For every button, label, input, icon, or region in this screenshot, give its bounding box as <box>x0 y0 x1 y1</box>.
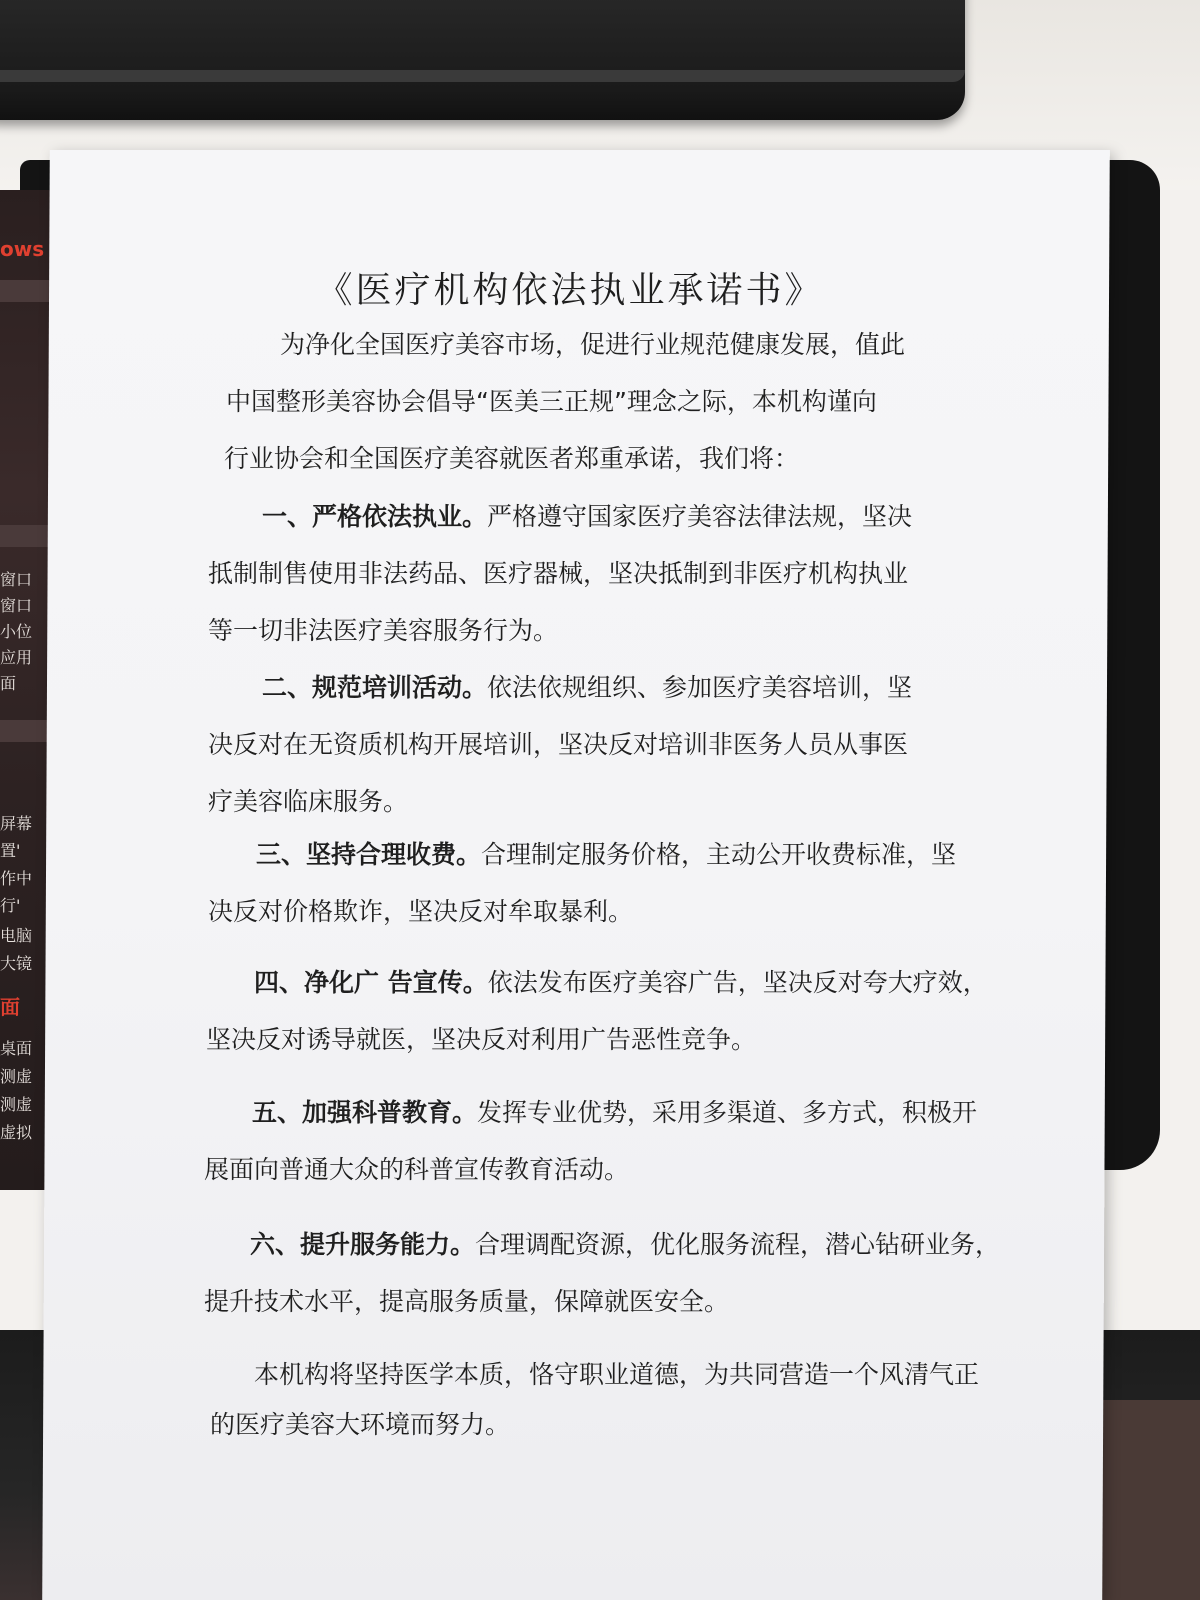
commitment-line: 抵制制售使用非法药品、医疗器械，坚决抵制到非医疗机构执业 <box>208 559 909 588</box>
poster-word: 屏幕 <box>0 814 33 833</box>
commitment-line: 提升技术水平，提高服务质量，保障就医安全。 <box>204 1287 730 1316</box>
commitment-heading: 五、加强科普教育。 <box>252 1098 478 1127</box>
poster-word: 行' <box>0 896 21 915</box>
poster-word: 测虚 <box>0 1067 33 1086</box>
poster-word: ows <box>0 237 45 261</box>
commitment-heading: 一、严格依法执业。 <box>262 502 488 531</box>
poster-word: 作中 <box>0 869 33 888</box>
closing-line: 的医疗美容大环境而努力。 <box>210 1410 511 1439</box>
commitment-text: 合理调配资源，优化服务流程，潜心钻研业务， <box>475 1230 1001 1259</box>
commitment-line: 等一切非法医疗美容服务行为。 <box>208 616 559 645</box>
commitment-line: 决反对在无资质机构开展培训，坚决反对培训非医务人员从事医 <box>208 730 909 759</box>
commitment-heading: 三、坚持合理收费。 <box>256 840 482 869</box>
keyboard-edge <box>0 70 965 82</box>
intro-line: 行业协会和全国医疗美容就医者郑重承诺，我们将： <box>224 444 800 473</box>
commitment-5 <box>252 1093 977 1129</box>
closing-line: 本机构将坚持医学本质，恪守职业道德，为共同营造一个风清气正 <box>254 1360 980 1389</box>
poster-word: 窗口 <box>0 596 33 615</box>
commitment-2 <box>262 668 912 704</box>
poster-word: 虚拟 <box>0 1123 33 1142</box>
commitment-line: 疗美容临床服务。 <box>208 787 409 816</box>
poster-word: 测虚 <box>0 1095 33 1114</box>
keyboard <box>0 0 965 120</box>
poster-word: 大镜 <box>0 954 33 973</box>
commitment-text: 依法发布医疗美容广告，坚决反对夸大疗效， <box>487 968 988 997</box>
poster-word: 应用 <box>0 648 33 667</box>
document-title: 《医疗机构依法执业承诺书》 <box>316 270 824 311</box>
intro-line: 为净化全国医疗美容市场，促进行业规范健康发展，值此 <box>280 330 906 359</box>
poster-word: 窗口 <box>0 570 33 589</box>
commitment-text: 合理制定服务价格，主动公开收费标准，坚 <box>481 840 957 869</box>
commitment-6 <box>250 1225 1000 1261</box>
commitment-text: 发挥专业优势，采用多渠道、多方式，积极开 <box>477 1098 978 1127</box>
poster-word: 面 <box>0 674 17 693</box>
poster-word: 桌面 <box>0 1039 33 1058</box>
commitment-4 <box>254 963 988 999</box>
commitment-heading: 四、净化广 告宣传。 <box>254 968 488 997</box>
poster-word: 面 <box>0 995 20 1019</box>
commitment-text: 依法依规组织、参加医疗美容培训，坚 <box>487 673 913 702</box>
commitment-line: 坚决反对诱导就医，坚决反对利用广告恶性竞争。 <box>206 1025 757 1054</box>
commitment-line: 展面向普通大众的科普宣传教育活动。 <box>204 1155 630 1184</box>
commitment-line: 决反对价格欺诈，坚决反对牟取暴利。 <box>208 897 634 926</box>
commitment-1 <box>262 497 912 533</box>
commitment-3 <box>256 835 956 871</box>
poster-word: 电脑 <box>0 926 33 945</box>
commitment-heading: 六、提升服务能力。 <box>250 1230 476 1259</box>
poster-word: 小位 <box>0 622 33 641</box>
intro-line: 中国整形美容协会倡导“医美三正规”理念之际，本机构谨向 <box>226 387 877 416</box>
poster-word: 置' <box>0 841 21 860</box>
commitment-heading: 二、规范培训活动。 <box>262 673 488 702</box>
commitment-text: 严格遵守国家医疗美容法律法规，坚决 <box>487 502 913 531</box>
desk-corner <box>1100 1400 1200 1600</box>
